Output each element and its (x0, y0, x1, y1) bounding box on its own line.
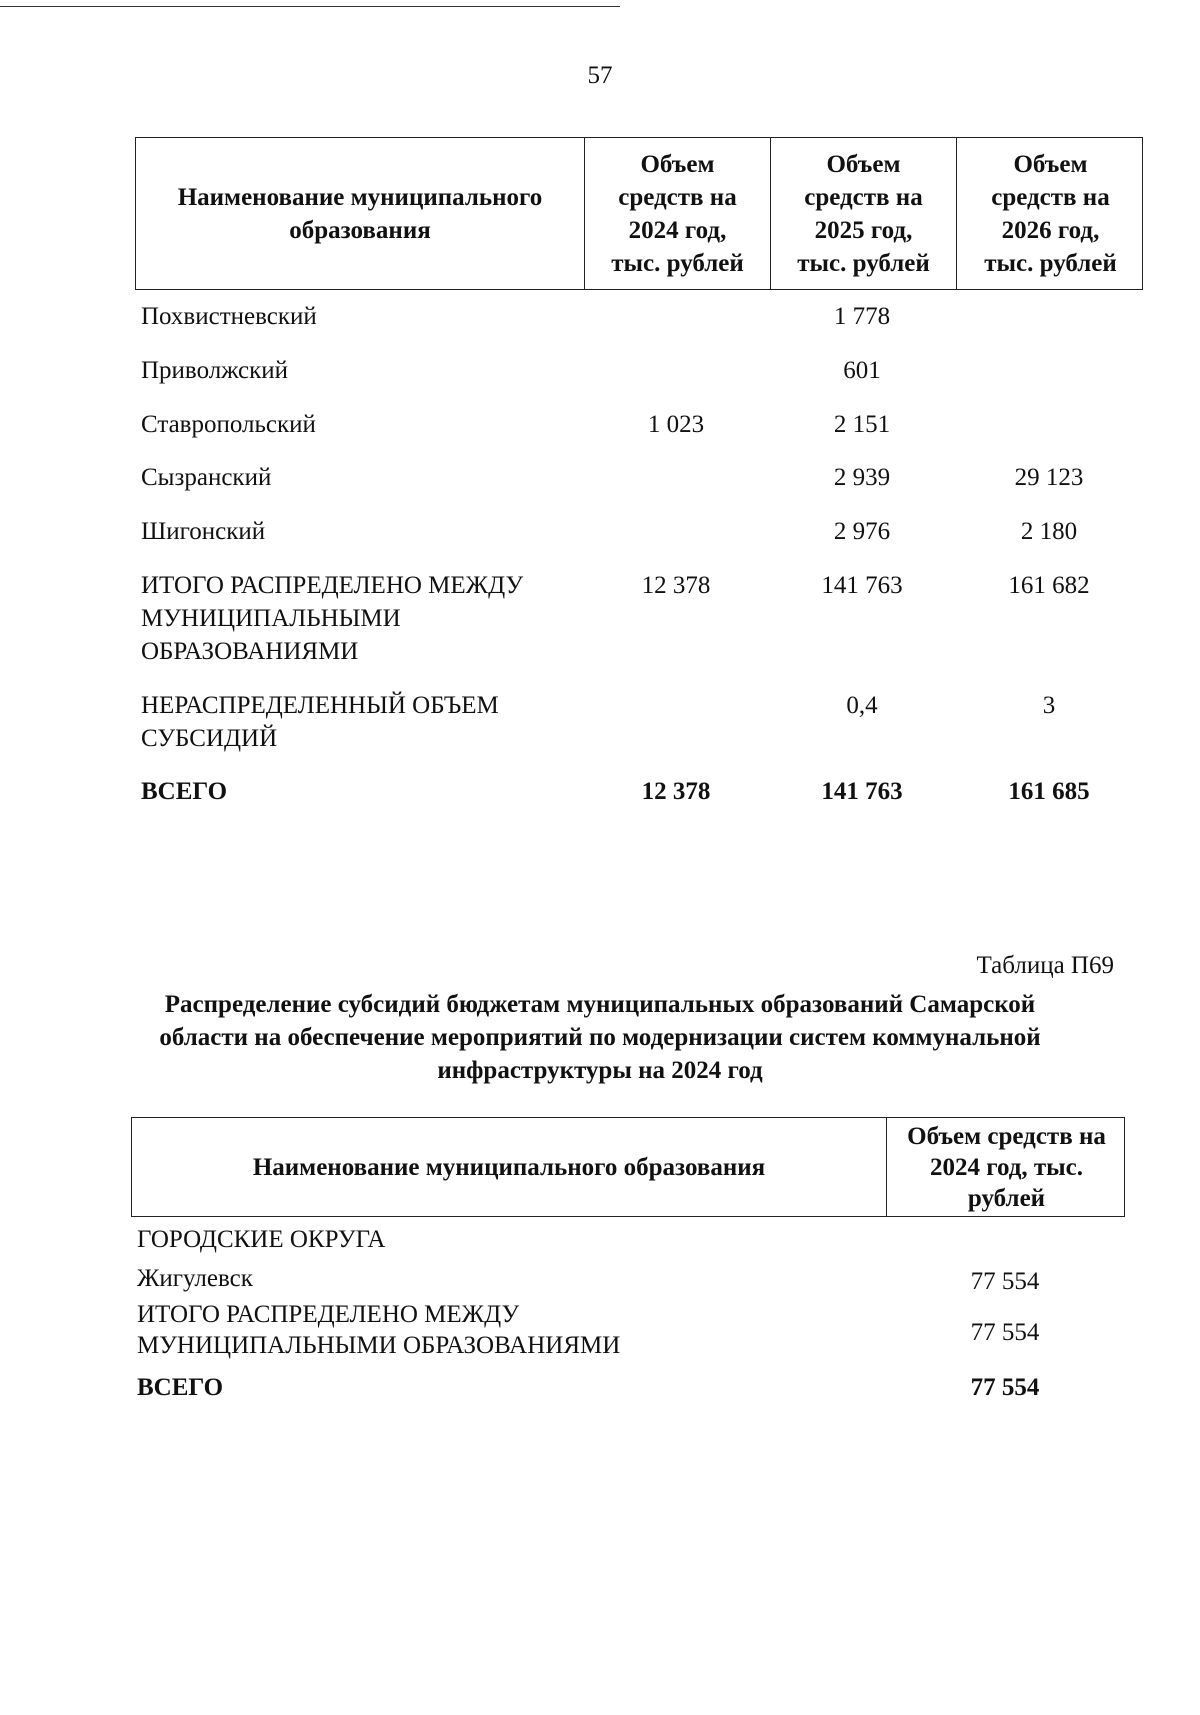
row-name: Похвистневский (141, 303, 317, 330)
row-value-2024 (583, 354, 769, 408)
table-row (131, 1263, 1125, 1299)
table2-title: Распределение субсидий бюджетам муниципальных образований Самарской области на обеспечение мероприятий по модернизации систем коммунальной инфраструктуры на 2024 год (159, 991, 1041, 1084)
row-value-2026: 29 123 (1014, 464, 1084, 491)
row-name: ВСЕГО (141, 778, 228, 805)
table-row-group (131, 1224, 1125, 1263)
table-row-total (131, 1365, 1125, 1409)
table-row-total (135, 775, 1143, 815)
table1-header-2026: Объем средств на 2026 год, тыс. рублей (956, 138, 1144, 289)
table1-body (135, 300, 1143, 815)
row-name: Ставропольский (141, 411, 316, 438)
row-value-2024 (583, 515, 769, 569)
table-row (135, 300, 1143, 354)
table-row (135, 354, 1143, 408)
row-name: ИТОГО РАСПРЕДЕЛЕНО МЕЖДУ МУНИЦИПАЛЬНЫМИ ОБРАЗОВАНИЯМИ (137, 1301, 621, 1359)
row-value-2024: 77 554 (970, 1267, 1040, 1295)
table-row (135, 408, 1143, 461)
table1-header-2024: Объем средств на 2024 год, тыс. рублей (584, 138, 770, 289)
table-row-subtotal (131, 1299, 1125, 1365)
table2-body (131, 1224, 1125, 1409)
scan-top-line (0, 6, 620, 7)
row-value-2025: 601 (843, 357, 881, 384)
table1-header-name: Наименование муниципального образования (177, 183, 543, 244)
row-value-2025: 0,4 (846, 692, 878, 719)
row-name: Приволжский (141, 357, 289, 384)
row-value-2026: 161 685 (1008, 778, 1090, 805)
table-label: Таблица П69 (976, 952, 1114, 979)
row-value-2026 (955, 300, 1143, 354)
page-number: 57 (587, 62, 613, 89)
row-value-2026: 3 (1042, 692, 1056, 719)
row-value-2024: 77 554 (970, 1318, 1040, 1346)
row-value-2024 (885, 1224, 1125, 1263)
row-value-2025: 1 778 (833, 303, 891, 330)
row-name: Жигулевск (137, 1265, 253, 1292)
table2-header-name: Наименование муниципального образования (252, 1153, 766, 1181)
row-value-2026: 161 682 (1008, 572, 1090, 599)
row-value-2026 (955, 408, 1143, 461)
row-name: Сызранский (141, 464, 272, 491)
table2-header (131, 1117, 1125, 1217)
row-value-2026 (955, 354, 1143, 408)
table-row-subtotal (135, 569, 1143, 689)
row-value-2024 (583, 300, 769, 354)
table-row (135, 515, 1143, 569)
row-value-2024: 1 023 (647, 411, 705, 438)
row-value-2024: 77 554 (970, 1373, 1040, 1401)
row-name: ВСЕГО (137, 1373, 224, 1401)
row-value-2025: 141 763 (821, 572, 903, 599)
row-value-2026: 2 180 (1020, 518, 1078, 545)
row-name: НЕРАСПРЕДЕЛЕННЫЙ ОБЪЕМ СУБСИДИЙ (141, 692, 499, 752)
row-value-2024: 12 378 (641, 778, 711, 805)
table2-header-2024: Объем средств на 2024 год, тыс. рублей (886, 1118, 1126, 1216)
table1-header-2025: Объем средств на 2025 год, тыс. рублей (770, 138, 956, 289)
row-value-2025: 141 763 (821, 778, 903, 805)
table-row-unallocated (135, 689, 1143, 775)
row-value-2025: 2 151 (833, 411, 891, 438)
row-name: ИТОГО РАСПРЕДЕЛЕНО МЕЖДУ МУНИЦИПАЛЬНЫМИ ОБРАЗОВАНИЯМИ (141, 572, 524, 665)
row-value-2024 (583, 689, 769, 775)
row-name: ГОРОДСКИЕ ОКРУГА (137, 1226, 386, 1253)
row-value-2024: 12 378 (641, 572, 711, 599)
row-name: Шигонский (141, 518, 266, 545)
table1-header (135, 137, 1143, 290)
row-value-2025: 2 939 (833, 464, 891, 491)
row-value-2024 (583, 461, 769, 515)
table-row (135, 461, 1143, 515)
row-value-2025: 2 976 (833, 518, 891, 545)
